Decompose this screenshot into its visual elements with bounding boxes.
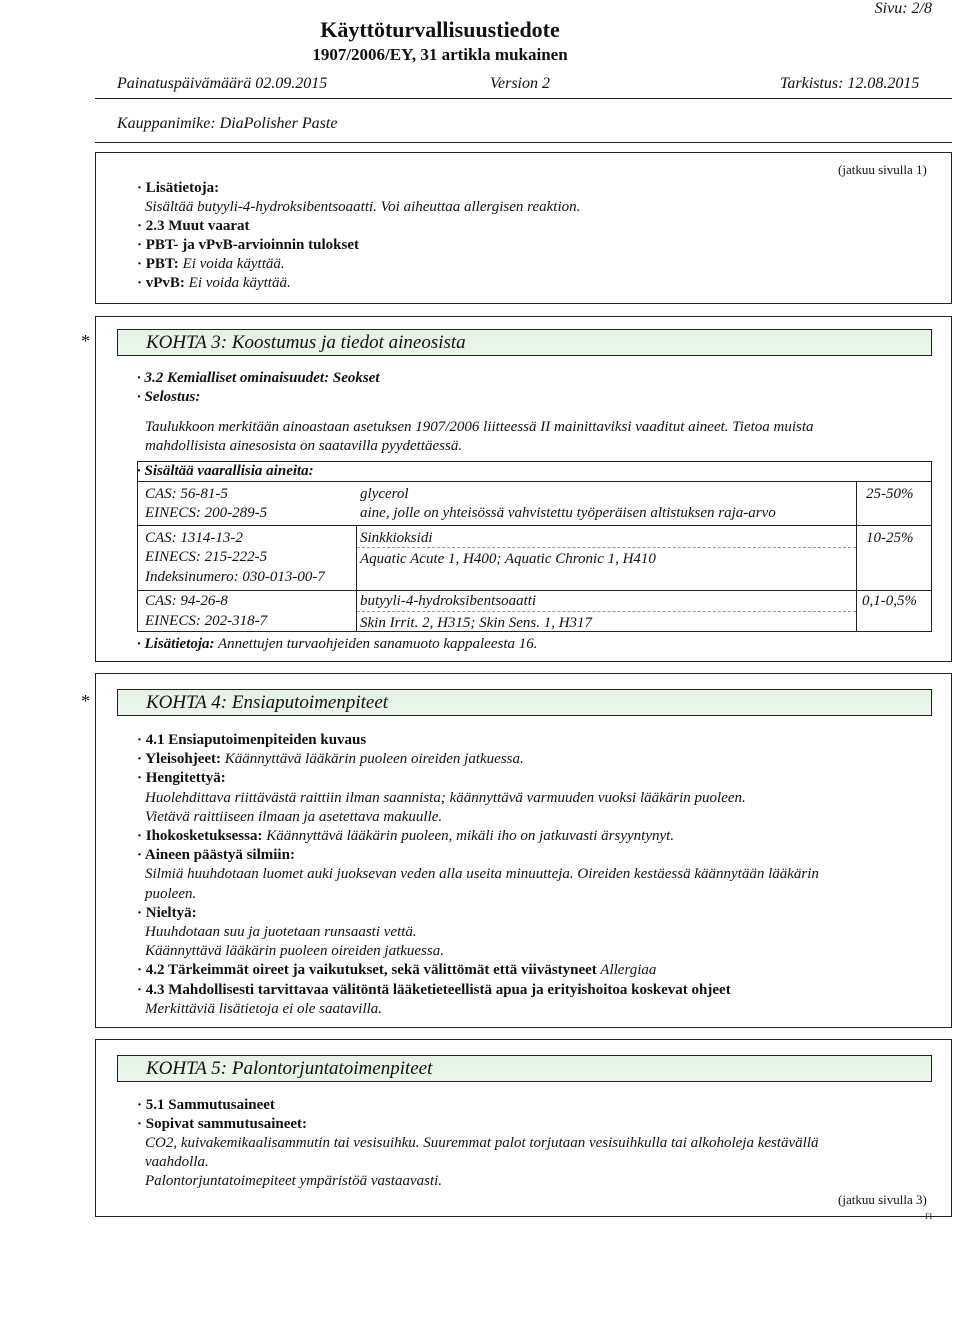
- skin-contact: · Ihokosketuksessa: Käännyttävä lääkärin puoleen, mikäli iho on jatkuvasti ärsyyntynyt.: [137, 828, 675, 844]
- ingestion-text-2: Käännyttävä lääkärin puoleen oireiden jatkuessa.: [145, 943, 444, 959]
- continued-from: (jatkuu sivulla 1): [838, 162, 927, 177]
- section-4-2: · 4.2 Tärkeimmät oireet ja vaikutukset, sekä välittömät että viivästyneet Allergiaa: [137, 962, 657, 978]
- additional-info-text: Sisältää butyyli-4-hydroksibentsoaatti. Voi aiheuttaa allergisen reaktion.: [145, 199, 581, 215]
- description-label: · Selostus:: [137, 389, 201, 405]
- row-divider: [137, 590, 932, 591]
- percent-column-divider: [856, 481, 857, 632]
- section-3-header: KOHTA 3: Koostumus ja tiedot aineosista: [117, 329, 932, 356]
- row-2-cas: CAS: 1314-13-2: [145, 530, 243, 546]
- pbt-vpvb-heading: · PBT- ja vPvB-arvioinnin tulokset: [137, 237, 359, 253]
- row-divider: [137, 525, 856, 526]
- section-4-1: · 4.1 Ensiaputoimenpiteiden kuvaus: [137, 732, 367, 748]
- section-5-header: KOHTA 5: Palontorjuntatoimenpiteet: [117, 1055, 932, 1082]
- trade-name: Kauppanimike: DiaPolisher Paste: [117, 115, 338, 132]
- print-date: Painatuspäivämäärä 02.09.2015: [117, 75, 328, 92]
- ingestion-label: · Nieltyä:: [137, 905, 197, 921]
- page-number: Sivu: 2/8: [874, 0, 932, 17]
- document-title: Käyttöturvallisuustiedote: [320, 17, 560, 42]
- general-advice: · Yleisohjeet: Käännyttävä lääkärin puoleen oireiden jatkuessa.: [137, 751, 524, 767]
- eye-contact-text-2: puoleen.: [145, 886, 197, 902]
- section-4-header: KOHTA 4: Ensiaputoimenpiteet: [117, 689, 932, 716]
- version: Version 2: [490, 75, 550, 92]
- section-2-3: · 2.3 Muut vaarat: [137, 218, 250, 234]
- inhalation-label: · Hengitettyä:: [137, 770, 226, 786]
- eye-contact-label: · Aineen päästyä silmiin:: [137, 847, 295, 863]
- name-column-divider: [356, 526, 357, 632]
- change-marker: *: [81, 691, 90, 711]
- suitable-media-label: · Sopivat sammutusaineet:: [137, 1116, 308, 1132]
- row-2-percent: 10-25%: [866, 530, 914, 546]
- row-1-einecs: EINECS: 200-289-5: [145, 505, 268, 521]
- inhalation-text-1: Huolehdittava riittävästä raittiin ilman saannista; käännyttävä varmuuden vuoksi lääkärin puoleen.: [145, 790, 746, 806]
- document-subtitle: 1907/2006/EY, 31 artikla mukainen: [312, 45, 568, 64]
- section-3-2: · 3.2 Kemialliset ominaisuudet: Seokset: [137, 370, 380, 386]
- description-text-2: mahdollisista ainesosista on saatavilla pyydettäessä.: [145, 438, 463, 454]
- pbt-line: · PBT: Ei voida käyttää.: [137, 256, 285, 272]
- continued-on: (jatkuu sivulla 3): [838, 1192, 927, 1207]
- row-2-name: Sinkkioksidi: [360, 530, 433, 546]
- row-3-name-divider: [357, 611, 856, 612]
- row-1-cas: CAS: 56-81-5: [145, 486, 228, 502]
- table-divider: [137, 481, 932, 482]
- ingredients-table-title: · Sisältää vaarallisia aineita:: [137, 463, 314, 479]
- change-marker: *: [81, 331, 90, 351]
- row-3-cas: CAS: 94-26-8: [145, 593, 228, 609]
- suitable-media-text-3: Palontorjuntatoimepiteet ympäristöä vastaavasti.: [145, 1173, 443, 1189]
- section-5-1: · 5.1 Sammutusaineet: [137, 1097, 275, 1113]
- row-3-name: butyyli-4-hydroksibentsoaatti: [360, 593, 537, 609]
- row-3-classification: Skin Irrit. 2, H315; Skin Sens. 1, H317: [360, 615, 593, 631]
- language-code: FI: [925, 1212, 933, 1221]
- row-1-name: glycerol: [360, 486, 409, 502]
- description-text-1: Taulukkoon merkitään ainoastaan asetuksen 1907/2006 liitteessä II mainittaviksi vaaditut aineet. Tietoa muista: [145, 419, 814, 435]
- eye-contact-text-1: Silmiä huuhdotaan luomet auki juoksevan veden alla useita minuutteja. Oireiden kestäessä käännytään lääkärin: [145, 866, 819, 882]
- row-1-percent: 25-50%: [866, 486, 914, 502]
- section-3-additional-info: · Lisätietoja: Annettujen turvaohjeiden sanamuoto kappaleesta 16.: [137, 636, 538, 652]
- section-4-3: · 4.3 Mahdollisesti tarvittavaa välitöntä lääketieteellistä apua ja erityishoitoa koskevat ohjeet: [137, 982, 731, 998]
- header-divider: [95, 98, 952, 99]
- row-2-classification: Aquatic Acute 1, H400; Aquatic Chronic 1, H410: [360, 551, 656, 567]
- row-1-classification: aine, jolle on yhteisössä vahvistettu työperäisen altistuksen raja-arvo: [360, 505, 776, 521]
- row-3-einecs: EINECS: 202-318-7: [145, 613, 268, 629]
- trade-name-divider: [95, 142, 952, 143]
- inhalation-text-2: Vietävä raittiiseen ilmaan ja asetettava makuulle.: [145, 809, 443, 825]
- section-4-3-text: Merkittäviä lisätietoja ei ole saatavilla.: [145, 1001, 383, 1017]
- row-2-index: Indeksinumero: 030-013-00-7: [145, 569, 325, 585]
- row-3-percent: 0,1-0,5%: [862, 593, 917, 609]
- row-divider: [856, 525, 932, 526]
- suitable-media-text-1: CO2, kuivakemikaalisammutin tai vesisuihku. Suuremmat palot torjutaan vesisuihkulla tai alkoholeja kestävällä: [145, 1135, 819, 1151]
- row-2-einecs: EINECS: 215-222-5: [145, 549, 268, 565]
- revision-date: Tarkistus: 12.08.2015: [780, 75, 920, 92]
- vpvb-line: · vPvB: Ei voida käyttää.: [137, 275, 291, 291]
- suitable-media-text-2: vaahdolla.: [145, 1154, 209, 1170]
- ingestion-text-1: Huuhdotaan suu ja juotetaan runsaasti vettä.: [145, 924, 417, 940]
- additional-info-label: · Lisätietoja:: [137, 180, 220, 196]
- row-2-name-divider: [357, 547, 856, 548]
